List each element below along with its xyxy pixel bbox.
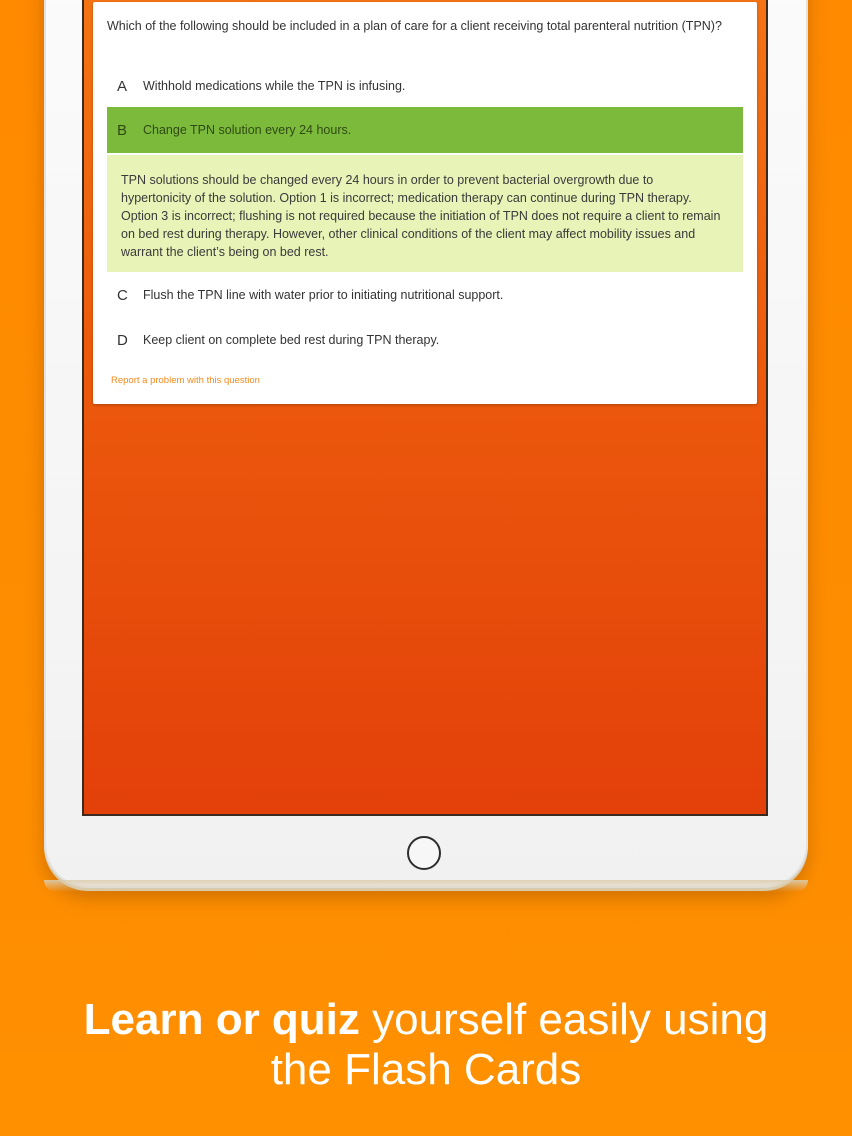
option-d[interactable] bbox=[107, 317, 743, 363]
option-a[interactable] bbox=[107, 63, 743, 109]
caption-line-1 bbox=[0, 995, 852, 1045]
answer-explanation: TPN solutions should be changed every 24 hours in order to prevent bacterial overgrowth due to hypertonicity of the solution. Option 1 is incorrect; medication therapy can continue during TPN therapy. Option 3 is incorrect; flushing is not required because the initiation of TPN does not require a client to remain on bed rest during therapy. However, other clinical conditions of the client may affect mobility issues and warrant the client’s being on bed rest. bbox=[107, 155, 743, 272]
option-text: Change TPN solution every 24 hours. bbox=[143, 123, 352, 137]
option-text: Flush the TPN line with water prior to initiating nutritional support. bbox=[143, 288, 504, 302]
option-letter: D bbox=[117, 331, 128, 349]
option-letter: C bbox=[117, 286, 128, 304]
option-letter: B bbox=[117, 121, 128, 139]
question-text: Which of the following should be included in a plan of care for a client receiving total parenteral nutrition (TPN)? bbox=[107, 19, 722, 33]
promo-caption bbox=[0, 995, 852, 1095]
home-button[interactable] bbox=[407, 836, 441, 870]
option-text: Keep client on complete bed rest during TPN therapy. bbox=[143, 333, 440, 347]
caption-bold: Learn or quiz bbox=[83, 995, 360, 1044]
caption-line-2: the Flash Cards bbox=[270, 1045, 582, 1094]
report-problem-link[interactable]: Report a problem with this question bbox=[111, 375, 260, 386]
caption-rest: yourself easily using bbox=[359, 995, 769, 1044]
option-c[interactable] bbox=[107, 272, 743, 318]
tablet-rim bbox=[44, 880, 808, 892]
option-text: Withhold medications while the TPN is infusing. bbox=[143, 79, 406, 93]
option-b-selected[interactable] bbox=[107, 107, 743, 153]
option-letter: A bbox=[117, 77, 128, 95]
flash-card bbox=[93, 2, 757, 404]
